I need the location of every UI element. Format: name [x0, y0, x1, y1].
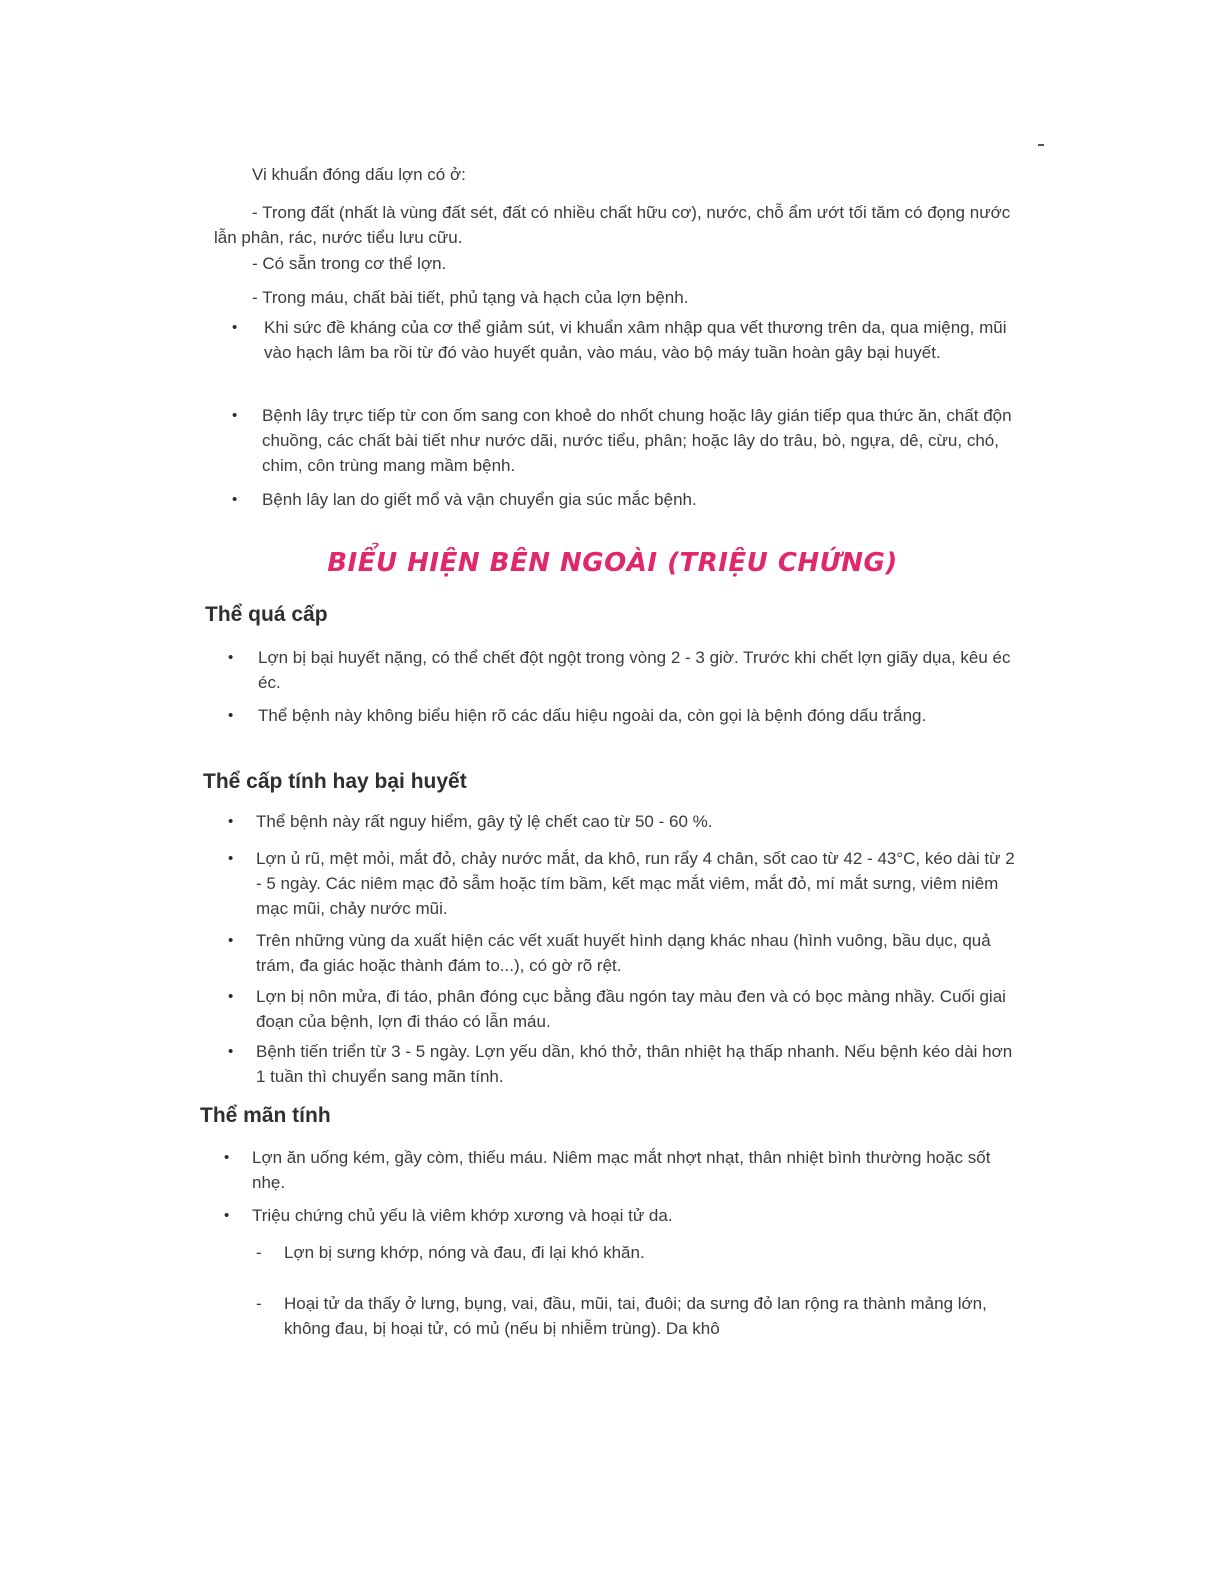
section-bullet: Lợn bị nôn mửa, đi táo, phân đóng cục bằng đầu ngón tay màu đen và có bọc màng nhầy. Cuối giai đoạn của bệnh, lợn đi tháo có lẫn máu. [256, 987, 1006, 1031]
section-bullet: Lợn ủ rũ, mệt mỏi, mắt đỏ, chảy nước mắt, da khô, run rẩy 4 chân, sốt cao từ 42 - 43°C, kéo dài từ 2 - 5 ngày. Các niêm mạc đỏ sẫm hoặc tím bầm, kết mạc mắt viêm, mắt đỏ, mí mắt sưng, viêm niêm mạc mũi, chảy nước mũi. [256, 849, 1015, 918]
bullet-icon: • [232, 491, 238, 508]
section-dash-item: Lợn bị sưng khớp, nóng và đau, đi lại khó khăn. [284, 1243, 645, 1262]
section-bullet: Lợn ăn uống kém, gầy còm, thiếu máu. Niêm mạc mắt nhợt nhạt, thân nhiệt bình thường hoặc sốt nhẹ. [252, 1148, 991, 1192]
dash-icon: - [256, 1243, 262, 1262]
bullet-icon: • [228, 850, 234, 867]
subsection-title: Thể quá cấp [205, 603, 328, 626]
intro-bullet: Bệnh lây lan do giết mổ và vận chuyển gia súc mắc bệnh. [262, 490, 697, 509]
bullet-icon: • [228, 932, 234, 949]
bullet-icon: • [228, 988, 234, 1005]
section-bullet: Bệnh tiến triển từ 3 - 5 ngày. Lợn yếu dần, khó thở, thân nhiệt hạ thấp nhanh. Nếu bệnh kéo dài hơn 1 tuần thì chuyển sang mãn tính. [256, 1042, 1013, 1086]
intro-bullet: Khi sức đề kháng của cơ thể giảm sút, vi khuẩn xâm nhập qua vết thương trên da, qua miệng, mũi vào hạch lâm ba rồi từ đó vào huyết quản, vào máu, vào bộ máy tuần hoàn gây bại huyết. [264, 318, 1007, 362]
bullet-icon: • [224, 1149, 230, 1166]
bullet-icon: • [228, 813, 234, 830]
bullet-icon: • [232, 407, 238, 424]
bullet-icon: • [228, 707, 234, 724]
section-bullet: Trên những vùng da xuất hiện các vết xuất huyết hình dạng khác nhau (hình vuông, bầu dục, quả trám, đa giác hoặc thành đám to...), có gờ rõ rệt. [256, 931, 991, 975]
section-bullet: Triệu chứng chủ yếu là viêm khớp xương và hoại tử da. [252, 1206, 673, 1225]
dash-icon: - [256, 1294, 262, 1313]
intro-lead: Vi khuẩn đóng dấu lợn có ở: [252, 165, 466, 184]
intro-bullet: Bệnh lây trực tiếp từ con ốm sang con khoẻ do nhốt chung hoặc lây gián tiếp qua thức ăn, chất độn chuồng, các chất bài tiết như nước dãi, nước tiểu, phân; hoặc lây do trâu, bò, ngựa, dê, cừu, chó, chim, côn trùng mang mầm bệnh. [262, 406, 1012, 475]
section-dash-item: Hoại tử da thấy ở lưng, bụng, vai, đầu, mũi, tai, đuôi; da sưng đỏ lan rộng ra thành mảng lớn, không đau, bị hoại tử, có mủ (nếu bị nhiễm trùng). Da khô [284, 1294, 987, 1338]
bullet-icon: • [224, 1207, 230, 1224]
intro-dash-item: - Có sẵn trong cơ thể lợn. [252, 254, 447, 273]
section-bullet: Thể bệnh này rất nguy hiểm, gây tỷ lệ chết cao từ 50 - 60 %. [256, 812, 713, 831]
intro-dash-item: - Trong máu, chất bài tiết, phủ tạng và hạch của lợn bệnh. [252, 288, 689, 307]
section-bullet: Thể bệnh này không biểu hiện rõ các dấu hiệu ngoài da, còn gọi là bệnh đóng dấu trắng. [258, 706, 927, 725]
scan-mark [1038, 144, 1044, 146]
bullet-icon: • [232, 319, 238, 336]
bullet-icon: • [228, 649, 234, 666]
intro-dash-item: - Trong đất (nhất là vùng đất sét, đất có nhiều chất hữu cơ), nước, chỗ ẩm ướt tối tăm có đọng nước lẫn phân, rác, nước tiểu lưu cữu. [214, 203, 1011, 247]
subsection-title: Thể cấp tính hay bại huyết [203, 770, 467, 793]
bullet-icon: • [228, 1043, 234, 1060]
section-title: BIỂU HIỆN BÊN NGOÀI (TRIỆU CHỨNG) [327, 548, 898, 578]
section-bullet: Lợn bị bại huyết nặng, có thể chết đột ngột trong vòng 2 - 3 giờ. Trước khi chết lợn giãy dụa, kêu éc éc. [258, 648, 1011, 692]
subsection-title: Thể mãn tính [200, 1104, 331, 1127]
